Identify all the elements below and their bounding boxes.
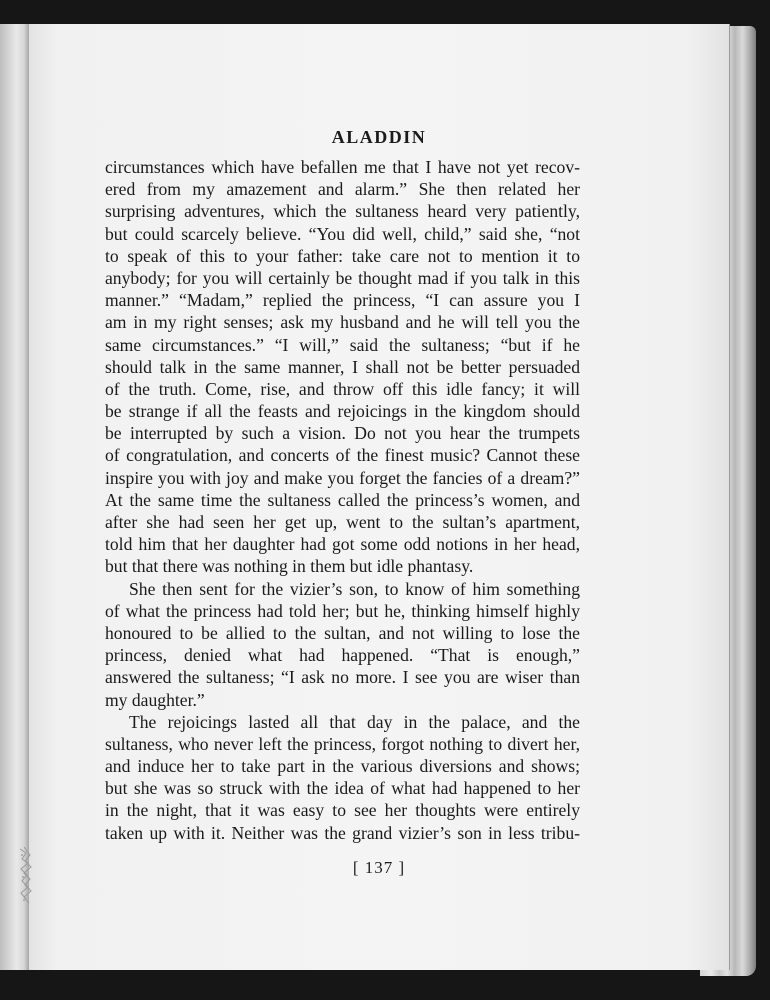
text-line-11: of the truth. Come, rise, and throw off this idle fancy; it will xyxy=(105,378,580,399)
text-line-29: but she was so struck with the idea of what had happened to her xyxy=(105,778,580,799)
text-line-2: ered from my amazement and alarm.” She then related her xyxy=(105,179,580,200)
running-head: ALADDIN xyxy=(331,127,427,147)
text-line-18: told him that her daughter had got some odd notions in her head, xyxy=(105,534,580,555)
text-line-10: should talk in the same manner, I shall not be better persuaded xyxy=(105,356,580,377)
text-line-15: inspire you with joy and make you forget the fancies of a dream?” xyxy=(105,467,580,488)
text-line-23: princess, denied what had happened. “That is enough,” xyxy=(105,645,580,666)
text-line-12: be strange if all the feasts and rejoicings in the kingdom should xyxy=(105,401,580,422)
text-line-22: honoured to be allied to the sultan, and not willing to lose the xyxy=(105,622,580,643)
body-text xyxy=(105,156,580,844)
text-line-26: The rejoicings lasted all that day in the palace, and the xyxy=(129,711,580,732)
text-line-7: manner.” “Madam,” replied the princess, “I can assure you I xyxy=(105,290,580,311)
text-line-13: be interrupted by such a vision. Do not you hear the trumpets xyxy=(105,423,580,444)
text-line-27: sultaness, who never left the princess, forgot nothing to divert her, xyxy=(105,733,580,754)
text-line-8: am in my right senses; ask my husband and he will tell you the xyxy=(105,312,580,333)
book-page xyxy=(29,24,729,970)
text-line-25: my daughter.” xyxy=(105,689,205,710)
text-line-16: At the same time the sultaness called the princess’s women, and xyxy=(105,489,580,510)
library-stamp-mark xyxy=(16,845,34,905)
text-line-6: anybody; for you will certainly be thought mad if you talk in this xyxy=(105,267,580,288)
text-line-28: and induce her to take part in the various diversions and shows; xyxy=(105,756,580,777)
text-line-31: taken up with it. Neither was the grand vizier’s son in less tribu- xyxy=(105,822,580,843)
text-line-3: surprising adventures, which the sultaness heard very patiently, xyxy=(105,201,580,222)
page-number: [ 137 ] xyxy=(352,858,406,877)
text-line-9: same circumstances.” “I will,” said the sultaness; “but if he xyxy=(105,334,580,355)
text-line-14: of congratulation, and concerts of the finest music? Cannot these xyxy=(105,445,580,466)
left-page-edge xyxy=(0,24,31,970)
text-line-5: to speak of this to your father: take care not to mention it to xyxy=(105,245,580,266)
text-line-20: She then sent for the vizier’s son, to know of him something xyxy=(129,578,580,599)
text-line-4: but could scarcely believe. “You did well, child,” said she, “not xyxy=(105,223,580,244)
text-line-30: in the night, that it was easy to see her thoughts were entirely xyxy=(105,800,580,821)
text-line-19: but that there was nothing in them but idle phantasy. xyxy=(105,556,474,577)
text-line-21: of what the princess had told her; but he, thinking himself highly xyxy=(105,600,580,621)
text-line-1: circumstances which have befallen me that I have not yet recov- xyxy=(105,157,580,177)
text-line-17: after she had seen her get up, went to the sultan’s apartment, xyxy=(105,512,580,532)
text-line-24: answered the sultaness; “I ask no more. I see you are wiser than xyxy=(105,667,580,688)
